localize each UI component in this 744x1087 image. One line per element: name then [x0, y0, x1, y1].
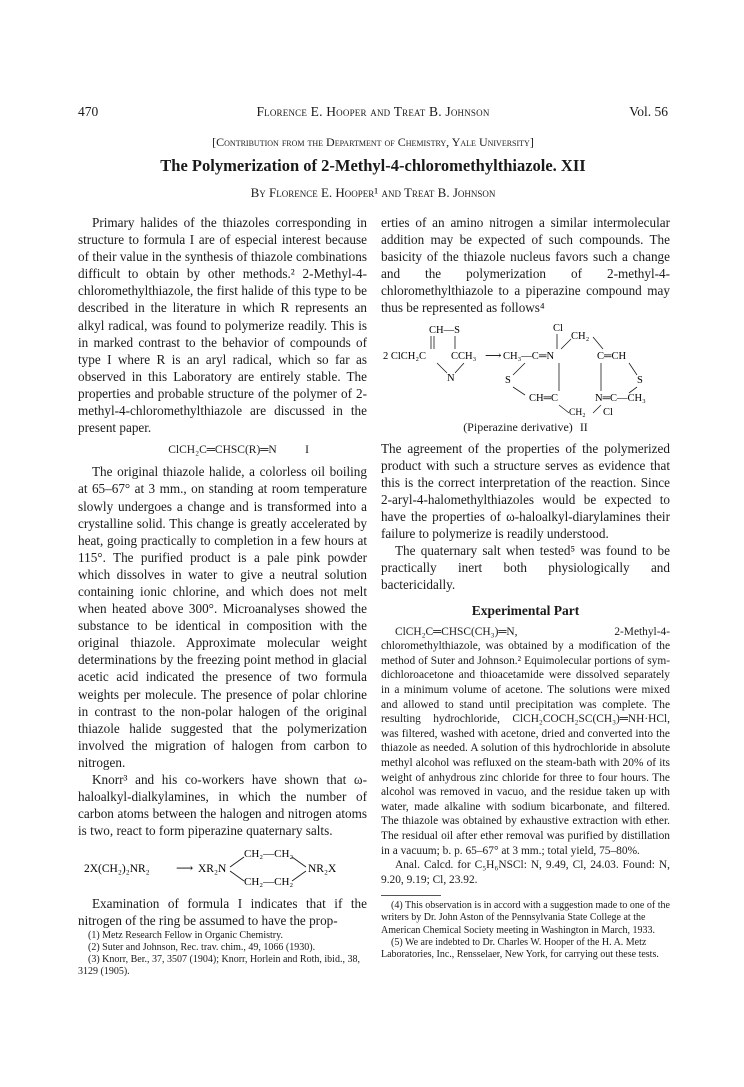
article-title: The Polymerization of 2-Methyl-4-chloromethylthiazole. XII [160, 156, 586, 175]
contribution-line: [Contribution from the Department of Chemistry, Yale University] [212, 135, 534, 149]
experimental-text [381, 625, 670, 888]
eq-product: NR₂X [308, 863, 337, 876]
scheme-s-left: S [505, 374, 511, 386]
scheme-cch3: CCH₃ [451, 350, 477, 362]
scheme-cl-bottom: Cl [603, 406, 613, 417]
formula-I-number: I [305, 444, 309, 457]
paragraph: Examination of formula I indicates that if the nitrogen of the ring be assumed to have the prop- [78, 896, 367, 929]
page-number: 470 [78, 104, 99, 119]
formula-I [78, 442, 367, 459]
footnote-rule [381, 895, 441, 896]
volume-label: Vol. 56 [629, 104, 668, 119]
scheme-caption-text: (Piperazine derivative) [463, 419, 573, 434]
eq-xr2n: XR₂N [198, 863, 227, 876]
paragraph: Primary halides of the thiazoles corresponding in structure to formula I are of especial interest because of their value in the synthesis of thiazole combinations difficult to obtain by other methods.² 2-Methyl-4-chloromethylthiazole, the first halide of this type to be described in the literature in which R represents an alkyl radical, was found to polymerize readily. This is in marked contrast to the behavior of compounds of type I where R is an aryl radical, which so far as observed in this Laboratory are entirely stable. The properties and probable structure of the polymer of 2-methyl-4-chloromethylthiazole are discussed in the present paper. [78, 215, 367, 436]
paragraph: The agreement of the properties of the polymerized product with such a structure serves as evidence that this is the correct interpretation of the reaction. Since 2-aryl-4-halomethylthiazoles would be expected to have the properties of ω-haloalkyl-diarylamines their failure to polymerize is readily understood. [381, 440, 670, 542]
paragraph: The original thiazole halide, a colorless oil boiling at 65–67° at 3 mm., on standing at room temperature slowly undergoes a change and is transformed into a crystalline solid. This change is greatly accelerated by heat, going practically to completion in a few hours at 115°. The purified product is a pale pink powder which dissolves in water to give a neutral solution containing ionic chlorine, and which does not melt when heated above 300°. Microanalyses showed the substance to be identical in composition with the original thiazole. Approximate molecular weight determinations by the freezing point method in glacial acetic acid indicated the presence of two formula weights per molecule. The presence of polar chlorine in contrast to the non-polar halogen of the original thiazole halide suggested that the polymerization involved the migration of halogen from carbon to nitrogen. [78, 464, 367, 770]
footnote: (3) Knorr, Ber., 37, 3507 (1904); Knorr, Horlein and Roth, ibid., 38, 3129 (1905). [78, 953, 360, 978]
scheme-n: N [447, 372, 455, 384]
eq-reactant: 2X(CH₂)₂NR₂ [84, 863, 150, 876]
analysis: Anal. Calcd. for C₅H₆NSCl: N, 9.49, Cl, 24.03. Found: N, 9.20, 9.19; Cl, 23.92. [381, 859, 670, 886]
footnotes-left [78, 930, 367, 979]
scheme-eq-n: ═N [539, 350, 555, 362]
byline: By Florence E. Hooper¹ and Treat B. Johnson [250, 185, 496, 200]
right-column [381, 214, 670, 961]
paragraph: The quaternary salt when tested⁵ was found to be practically inert both physiologically and bactericidally. [381, 543, 670, 593]
paragraph: Knorr³ and his co-workers have shown that ω-haloalkyl-dialkylamines, in which the number of carbon atoms between the halogen and nitrogen atoms is two, react to form piperazine quaternary salts. [78, 772, 367, 839]
scheme-coefficient: 2 ClCH₂C [383, 350, 427, 362]
footnote: (1) Metz Research Fellow in Organic Chemistry. [88, 929, 283, 941]
running-title: Florence E. Hooper and Treat B. Johnson [256, 104, 490, 119]
scheme-s-right: S [637, 374, 643, 386]
scheme-caption [381, 419, 670, 436]
scheme-cl-top: Cl [553, 322, 563, 334]
eq-bottom: CH₂—CH₂ [244, 876, 294, 889]
eq-arrow: ⟶ [176, 861, 194, 876]
scheme-n-c-ch3: N═C—CH₃ [595, 392, 646, 404]
footnote: (5) We are indebted to Dr. Charles W. Hooper of the H. A. Metz Laboratories, Inc., Rensselaer, New York, for carrying out these tests. [381, 936, 659, 961]
section-heading: Experimental Part [471, 602, 580, 618]
scheme-ch2-top: CH₂ [571, 330, 590, 342]
polymerization-scheme [381, 321, 670, 417]
footnotes-right [381, 900, 670, 961]
scheme-ch2-bottom: CH₂ [569, 407, 586, 417]
scheme-number: II [579, 419, 588, 434]
running-header [78, 104, 668, 124]
knorr-equation [78, 845, 367, 889]
scheme-c-ch: C═CH [597, 350, 627, 362]
scheme-ch-c: CH═C [529, 392, 559, 404]
scheme-arrow: ⟶ [485, 349, 502, 362]
paragraph: ClCH₂C═CHSC(CH₃)═N, 2-Methyl-4-chloromethylthiazole, was obtained by a modification of the method of Suter and Johnson.² Equimolecular portions of sym-dichloroacetone and thioacetamide were dissolved separately in a minimum volume of acetone. The solutions were mixed and allowed to stand until precipitation was complete. The resulting hydrochloride, ClCH₂COCH₂SC(CH₃)═NH·HCl, was filtered, washed with acetone, dried and converted into the thiazole as needed. A solution of this hydrochloride in absolute methyl alcohol was refluxed on the steam-bath with 20% of its weight of anhydrous zinc chloride for three to four hours. The alcohol was removed in vacuo, and the residue taken up with water, made alkaline with sodium bicarbonate, and filtered. The thiazole was obtained by exhaustive extraction with ether. The residual oil after ether removal was purified by distillation in a vacuum; b. p. 65–67° at 3 mm.; total yield, 75–80%. [381, 625, 670, 857]
footnote: (2) Suter and Johnson, Rec. trav. chim., 49, 1066 (1930). [88, 941, 316, 953]
paragraph: erties of an amino nitrogen a similar intermolecular addition may be expected of such compounds. The basicity of the thiazole nucleus favors such a change and the polymerization of 2-methyl-4-chloromethylthiazole to a piperazine compound may thus be represented as follows⁴ [381, 215, 670, 316]
eq-top: CH₂—CH₂ [244, 848, 294, 861]
scheme-ch-s: CH—S [429, 324, 460, 336]
footnote: (4) This observation is in accord with a suggestion made to one of the writers by Dr. John Aston of the Pennsylvania State College at the American Chemical Society meeting in Washington in March, 1933. [381, 900, 670, 936]
formula-I-text: ClCH₂C═CHSC(R)═N [168, 444, 277, 457]
left-column [78, 214, 367, 978]
scheme-ch3-c: CH₃—C [503, 350, 539, 362]
